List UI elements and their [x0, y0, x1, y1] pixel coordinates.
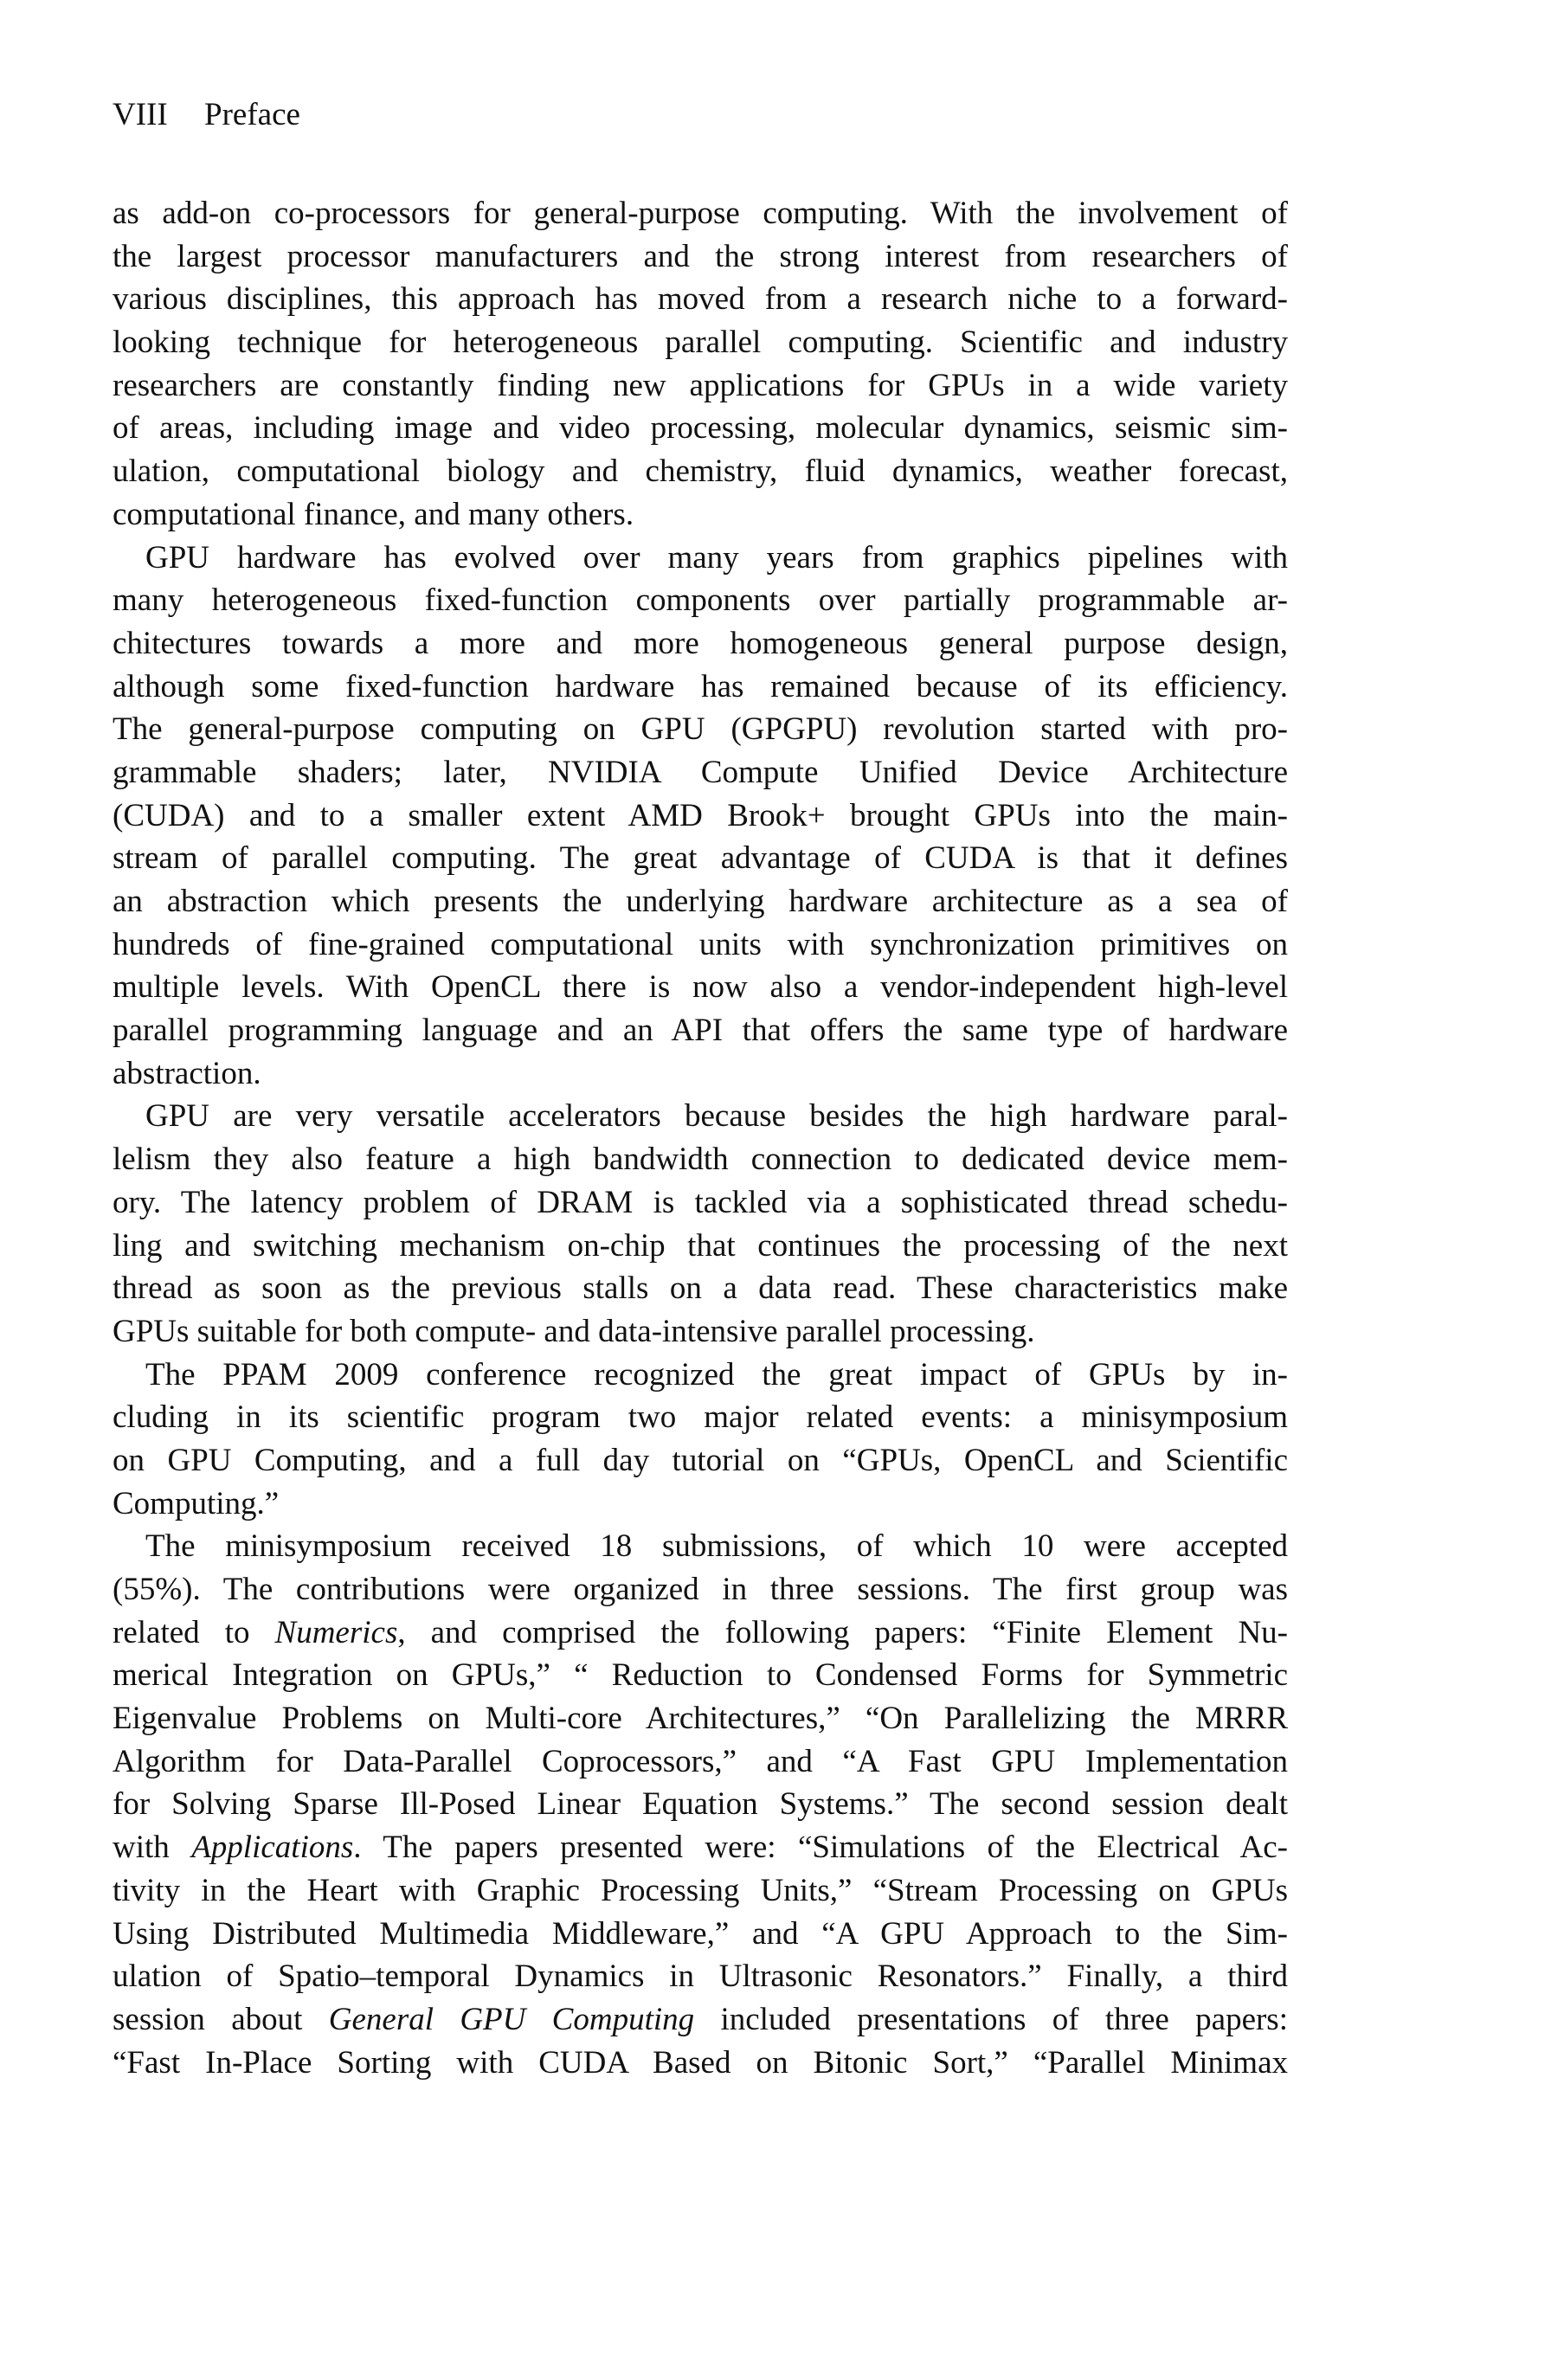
text-line: ling and switching mechanism on-chip that continues the processing of the next: [113, 1227, 1288, 1264]
text-line: “Fast In-Place Sorting with CUDA Based on Bitonic Sort,” “Parallel Minimax: [113, 2044, 1288, 2081]
text-line: various disciplines, this approach has moved from a research niche to a forward-: [113, 281, 1288, 318]
text-line: tivity in the Heart with Graphic Processing Units,” “Stream Processing on GPUs: [113, 1872, 1288, 1908]
text-line: The general-purpose computing on GPU (GPGPU) revolution started with pro-: [113, 711, 1288, 748]
text-line: GPU are very versatile accelerators because besides the high hardware paral-: [145, 1098, 1288, 1135]
text-line: GPUs suitable for both compute- and data-intensive parallel processing.: [113, 1313, 1035, 1349]
text-line: computational finance, and many others.: [113, 496, 634, 532]
text-line: chitectures towards a more and more homogeneous general purpose design,: [113, 625, 1288, 661]
text-line: an abstraction which presents the underlying hardware architecture as a sea of: [113, 884, 1288, 919]
text-line: hundreds of fine-grained computational units with synchronization primitives on: [113, 926, 1288, 962]
text-line: abstraction.: [113, 1055, 261, 1091]
text-line: although some fixed-function hardware has remained because of its efficiency.: [113, 668, 1288, 704]
paragraph: [113, 1525, 1288, 2084]
text-line: Computing.”: [113, 1485, 280, 1521]
text-line: [113, 1826, 1288, 1869]
text-line: on GPU Computing, and a full day tutorial on “GPUs, OpenCL and Scientific: [113, 1442, 1288, 1478]
text-line: (55%). The contributions were organized in three sessions. The first group was: [113, 1572, 1288, 1607]
text-segment: related to: [113, 1614, 275, 1650]
paragraph: [113, 1354, 1288, 1526]
text-line: grammable shaders; later, NVIDIA Compute Unified Device Architecture: [113, 754, 1288, 790]
text-line: [113, 1611, 1288, 1655]
text-line: GPU hardware has evolved over many years from graphics pipelines with: [145, 539, 1288, 576]
text-line: for Solving Sparse Ill-Posed Linear Equation Systems.” The second session dealt: [113, 1786, 1288, 1823]
italic-term: Numerics: [274, 1614, 398, 1650]
text-segment: , and comprised the following papers: “Finite Element Nu-: [397, 1614, 1288, 1650]
text-line: looking technique for heterogeneous parallel computing. Scientific and industry: [113, 325, 1288, 361]
text-line: ulation, computational biology and chemistry, fluid dynamics, weather forecast,: [113, 453, 1288, 490]
text-line: Algorithm for Data-Parallel Coprocessors,” and “A Fast GPU Implementation: [113, 1743, 1288, 1779]
text-line: Eigenvalue Problems on Multi-core Architectures,” “On Parallelizing the MRRR: [113, 1701, 1288, 1737]
text-segment: . The papers presented were: “Simulations of the Electrical Ac-: [353, 1830, 1289, 1866]
text-line: many heterogeneous fixed-function components over partially programmable ar-: [113, 582, 1288, 619]
paragraph: [113, 192, 1288, 537]
paragraph: [113, 537, 1288, 1096]
text-line: as add-on co-processors for general-purpose computing. With the involvement of: [113, 196, 1288, 231]
text-line: stream of parallel computing. The great advantage of CUDA is that it defines: [113, 840, 1288, 877]
text-segment: with: [113, 1830, 192, 1866]
running-title: Preface: [204, 97, 300, 132]
text-line: The PPAM 2009 conference recognized the great impact of GPUs by in-: [145, 1356, 1288, 1393]
text-line: merical Integration on GPUs,” “ Reduction to Condensed Forms for Symmetric: [113, 1657, 1288, 1694]
text-line: of areas, including image and video processing, molecular dynamics, seismic sim-: [113, 410, 1288, 447]
text-line: (CUDA) and to a smaller extent AMD Brook+ brought GPUs into the main-: [113, 797, 1288, 833]
text-line: [113, 1998, 1288, 2042]
text-line: multiple levels. With OpenCL there is now also a vendor-independent high-level: [113, 969, 1288, 1006]
body-text: [113, 192, 1288, 2084]
italic-term: General GPU Computing: [328, 2001, 695, 2037]
text-line: ulation of Spatio–temporal Dynamics in Ultrasonic Resonators.” Finally, a third: [113, 1959, 1288, 1995]
text-line: lelism they also feature a high bandwidth connection to dedicated device mem-: [113, 1142, 1288, 1178]
text-line: researchers are constantly finding new applications for GPUs in a wide variety: [113, 367, 1288, 403]
text-segment: session about: [113, 2001, 329, 2037]
text-line: cluding in its scientific program two major related events: a minisymposium: [113, 1399, 1288, 1436]
page-number: VIII: [113, 97, 168, 132]
running-header: [113, 95, 300, 135]
text-segment: included presentations of three papers:: [694, 2001, 1288, 2037]
text-line: Using Distributed Multimedia Middleware,” and “A GPU Approach to the Sim-: [113, 1915, 1288, 1952]
text-line: thread as soon as the previous stalls on a data read. These characteristics make: [113, 1270, 1288, 1307]
text-line: ory. The latency problem of DRAM is tackled via a sophisticated thread schedu-: [113, 1184, 1288, 1220]
text-line: the largest processor manufacturers and the strong interest from researchers of: [113, 238, 1288, 274]
paragraph: [113, 1095, 1288, 1353]
text-line: The minisymposium received 18 submissions, of which 10 were accepted: [145, 1528, 1288, 1565]
italic-term: Applications: [191, 1830, 354, 1866]
text-line: parallel programming language and an API that offers the same type of hardware: [113, 1013, 1288, 1049]
